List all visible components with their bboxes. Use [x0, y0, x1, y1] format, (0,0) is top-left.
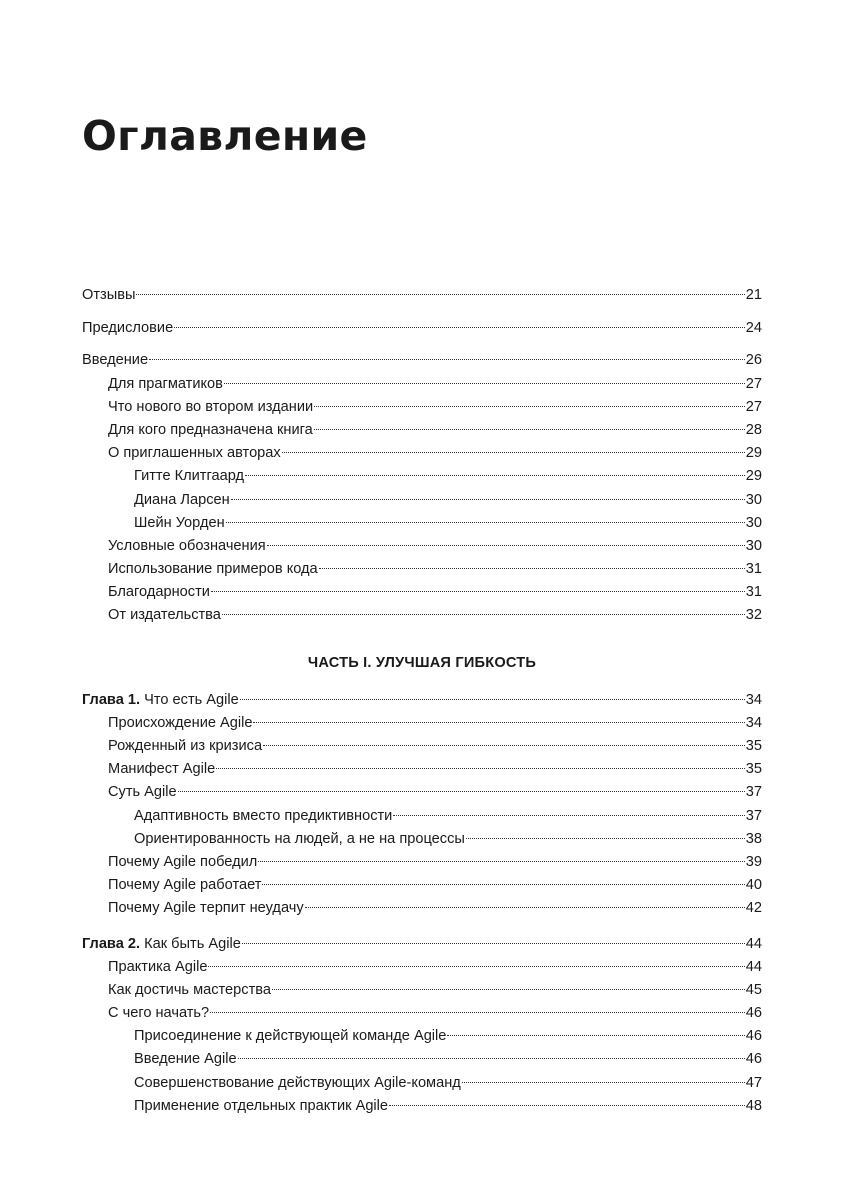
- dot-leader: [272, 989, 745, 990]
- toc-entry-label: Происхождение Agile: [108, 714, 253, 731]
- dot-leader: [178, 791, 745, 792]
- toc-entry-label: Для кого предназначена книга: [108, 421, 313, 438]
- toc-page-number: 30: [745, 491, 762, 508]
- toc-page-number: 38: [745, 830, 762, 847]
- toc-entry-label: Для прагматиков: [108, 375, 223, 392]
- toc-page-number: 44: [745, 935, 762, 952]
- toc-page-number: 29: [745, 468, 762, 485]
- toc-entry[interactable]: [82, 419, 762, 442]
- toc-entry-label: [82, 933, 241, 956]
- dot-leader: [224, 383, 745, 384]
- dot-leader: [314, 406, 745, 407]
- toc-entry[interactable]: [82, 1002, 762, 1025]
- chapter-title: Что есть Agile: [140, 691, 239, 708]
- toc-entry[interactable]: [82, 979, 762, 1002]
- toc-entry-label: Почему Agile победил: [108, 853, 258, 870]
- toc-entry[interactable]: [82, 1072, 762, 1095]
- toc-page-number: 34: [745, 691, 762, 708]
- toc-page-number: 37: [745, 784, 762, 801]
- toc-entry-label: Отзывы: [82, 287, 136, 303]
- dot-leader: [267, 545, 745, 546]
- toc-entry-label: Как достичь мастерства: [108, 981, 271, 998]
- toc-entry[interactable]: [82, 373, 762, 396]
- page-title: Оглавление: [82, 112, 368, 160]
- toc-entry-label: Что нового во втором издании: [108, 398, 314, 415]
- toc-page-number: 30: [745, 514, 762, 531]
- toc-entry-label: Рожденный из кризиса: [108, 738, 263, 754]
- toc-page-number: 29: [745, 445, 762, 462]
- toc-page-number: 40: [745, 877, 762, 894]
- toc-entry-label: Почему Agile терпит неудачу: [108, 900, 304, 917]
- toc-entry-label: Практика Agile: [108, 958, 208, 975]
- toc-entry-reviews[interactable]: [82, 284, 762, 307]
- dot-leader: [253, 722, 744, 723]
- toc-entry-label: Введение Agile: [134, 1051, 237, 1068]
- chapter-number: Глава 2.: [82, 935, 141, 952]
- toc-page-number: 46: [745, 1028, 762, 1045]
- part-heading: ЧАСТЬ I. УЛУЧШАЯ ГИБКОСТЬ: [307, 654, 537, 671]
- dot-leader: [149, 359, 745, 360]
- toc-entry[interactable]: [82, 805, 762, 828]
- toc-page-number: 31: [745, 584, 762, 601]
- toc-entry-label: Манифест Agile: [108, 761, 216, 778]
- toc-page-number: 26: [745, 352, 762, 369]
- toc-entry[interactable]: [82, 396, 762, 419]
- toc-page-number: 21: [745, 287, 762, 303]
- toc-entry[interactable]: [82, 956, 762, 979]
- chapter-number: Глава 1.: [82, 691, 141, 708]
- toc-entry-label: Применение отдельных практик Agile: [134, 1097, 389, 1114]
- dot-leader: [238, 1058, 745, 1059]
- toc-entry-label: Почему Agile работает: [108, 877, 262, 894]
- dot-leader: [242, 943, 745, 944]
- toc-page-number: 27: [745, 375, 762, 392]
- toc-entry-label: Ориентированность на людей, а не на процессы: [134, 830, 465, 847]
- toc-entry[interactable]: [82, 781, 762, 804]
- toc-page-number: 46: [745, 1005, 762, 1022]
- toc-entry-label: Диана Ларсен: [134, 491, 230, 508]
- toc-chapter-2[interactable]: [82, 933, 762, 956]
- toc-entry-label: Использование примеров кода: [108, 561, 318, 578]
- toc-page-number: 35: [745, 738, 762, 754]
- dot-leader: [393, 815, 744, 816]
- toc-entry-label: Благодарности: [108, 584, 210, 601]
- toc-page-number: 34: [745, 714, 762, 731]
- toc-entry[interactable]: [82, 535, 762, 558]
- toc-entry[interactable]: [82, 489, 762, 512]
- toc-entry-label: Введение: [82, 352, 149, 369]
- dot-leader: [231, 499, 745, 500]
- dot-leader: [314, 429, 745, 430]
- toc-entry-label: Шейн Уорден: [134, 514, 225, 531]
- dot-leader: [258, 861, 745, 862]
- dot-leader: [262, 884, 744, 885]
- dot-leader: [466, 838, 745, 839]
- toc-page-number: 35: [745, 761, 762, 778]
- toc-entry-foreword[interactable]: [82, 317, 762, 340]
- toc-page-number: 42: [745, 900, 762, 917]
- toc-entry[interactable]: [82, 604, 762, 627]
- toc-entry[interactable]: [82, 581, 762, 604]
- toc-page-number: 30: [745, 537, 762, 554]
- toc-entry[interactable]: [82, 712, 762, 735]
- dot-leader: [447, 1035, 744, 1036]
- toc-page-number: 44: [745, 958, 762, 975]
- dot-leader: [226, 522, 745, 523]
- dot-leader: [305, 907, 745, 908]
- toc-entry[interactable]: [82, 1025, 762, 1048]
- toc-entry-label: О приглашенных авторах: [108, 445, 281, 462]
- dot-leader: [136, 294, 744, 295]
- dot-leader: [174, 327, 745, 328]
- toc-page-number: 24: [745, 319, 762, 336]
- chapter-title: Как быть Agile: [140, 935, 241, 952]
- dot-leader: [389, 1105, 745, 1106]
- toc-entry[interactable]: [82, 465, 762, 488]
- toc-entry-label: Гитте Клитгаард: [134, 468, 244, 485]
- toc-entry[interactable]: [82, 897, 762, 920]
- toc-entry[interactable]: [82, 874, 762, 897]
- toc-page-number: 48: [745, 1097, 762, 1114]
- dot-leader: [462, 1082, 745, 1083]
- toc-entry-label: Присоединение к действующей команде Agile: [134, 1028, 447, 1045]
- toc-entry[interactable]: [82, 851, 762, 874]
- toc-entry-label: [82, 689, 239, 712]
- toc-entry-label: Адаптивность вместо предиктивности: [134, 807, 393, 824]
- toc-entry[interactable]: [82, 758, 762, 781]
- toc-entry[interactable]: [82, 1048, 762, 1071]
- toc-entry-label: Суть Agile: [108, 784, 177, 801]
- toc-entry[interactable]: [82, 828, 762, 851]
- toc-entry-label: Условные обозначения: [108, 537, 266, 554]
- dot-leader: [282, 452, 745, 453]
- toc-entry[interactable]: [82, 1095, 762, 1118]
- toc-entry-label: Предисловие: [82, 319, 174, 336]
- dot-leader: [211, 591, 745, 592]
- toc-entry-label: С чего начать?: [108, 1005, 210, 1022]
- dot-leader: [216, 768, 745, 769]
- toc-chapter-1[interactable]: [82, 689, 762, 712]
- toc-entry[interactable]: [82, 558, 762, 581]
- toc-entry[interactable]: [82, 512, 762, 535]
- toc-page-number: 31: [745, 561, 762, 578]
- toc-entry[interactable]: [82, 442, 762, 465]
- toc-page-number: 28: [745, 421, 762, 438]
- toc-page-number: 47: [745, 1074, 762, 1091]
- toc-page-number: 46: [745, 1051, 762, 1068]
- toc-page-number: 45: [745, 981, 762, 998]
- dot-leader: [245, 475, 745, 476]
- dot-leader: [240, 699, 745, 700]
- toc-page-number: 37: [745, 807, 762, 824]
- dot-leader: [222, 614, 745, 615]
- toc-entry-label: Совершенствование действующих Agile-команд: [134, 1074, 461, 1091]
- table-of-contents: [82, 284, 762, 1118]
- dot-leader: [210, 1012, 745, 1013]
- toc-entry[interactable]: [82, 735, 762, 758]
- toc-page-number: 39: [745, 853, 762, 870]
- toc-page-number: 27: [745, 398, 762, 415]
- dot-leader: [319, 568, 745, 569]
- toc-page-number: 32: [745, 607, 762, 624]
- dot-leader: [263, 745, 745, 746]
- toc-entry-label: От издательства: [108, 607, 221, 624]
- dot-leader: [208, 966, 744, 967]
- toc-entry-introduction[interactable]: [82, 349, 762, 372]
